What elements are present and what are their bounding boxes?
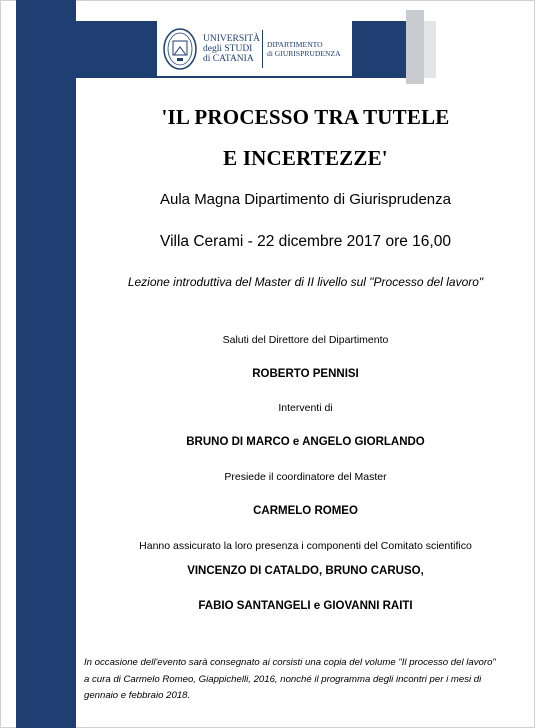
committee-names-line1: VINCENZO DI CATALDO, BRUNO CARUSO, — [187, 565, 424, 577]
committee-label: Hanno assicurato la loro presenza i componenti del Comitato scientifico — [139, 540, 472, 552]
footer-line: In occasione dell'evento sarà consegnato ai corsisti una copia del volume "Il processo del lavoro" — [84, 657, 496, 668]
committee-names-line2: FABIO SANTANGELI e GIOVANNI RAITI — [198, 600, 413, 612]
university-line: UNIVERSITÀ — [203, 33, 260, 44]
greetings-label: Saluti del Direttore del Dipartimento — [222, 334, 389, 346]
date-line: Villa Cerami - 22 dicembre 2017 ore 16,00 — [160, 233, 451, 250]
footer-line: a cura di Carmelo Romeo, Giappichelli, 2016, nonché il programma degli incontri per i mesi di — [84, 673, 482, 685]
director-name: ROBERTO PENNISI — [252, 368, 359, 380]
university-line: degli STUDI — [203, 43, 253, 54]
intro-text: Lezione introduttiva del Master di II livello sul "Processo del lavoro" — [127, 275, 484, 289]
department-line: di GIURISPRUDENZA — [267, 48, 341, 58]
chair-name: CARMELO ROMEO — [253, 505, 358, 517]
university-line: di CATANIA — [203, 53, 254, 64]
chair-label: Presiede il coordinatore del Master — [224, 471, 387, 483]
flyer-content — [76, 0, 535, 728]
department-line: DIPARTIMENTO — [267, 39, 323, 49]
speeches-label: Interventi di — [278, 402, 333, 414]
footer-line: gennaio e febbraio 2018. — [84, 690, 191, 701]
event-title-line2: E INCERTEZZE' — [223, 146, 388, 170]
event-title-line1: 'IL PROCESSO TRA TUTELE — [161, 105, 450, 129]
venue: Aula Magna Dipartimento di Giurisprudenza — [160, 191, 451, 208]
footer-note — [84, 655, 524, 705]
left-decorative-bar — [16, 0, 76, 728]
speakers-names: BRUNO DI MARCO e ANGELO GIORLANDO — [186, 436, 425, 448]
